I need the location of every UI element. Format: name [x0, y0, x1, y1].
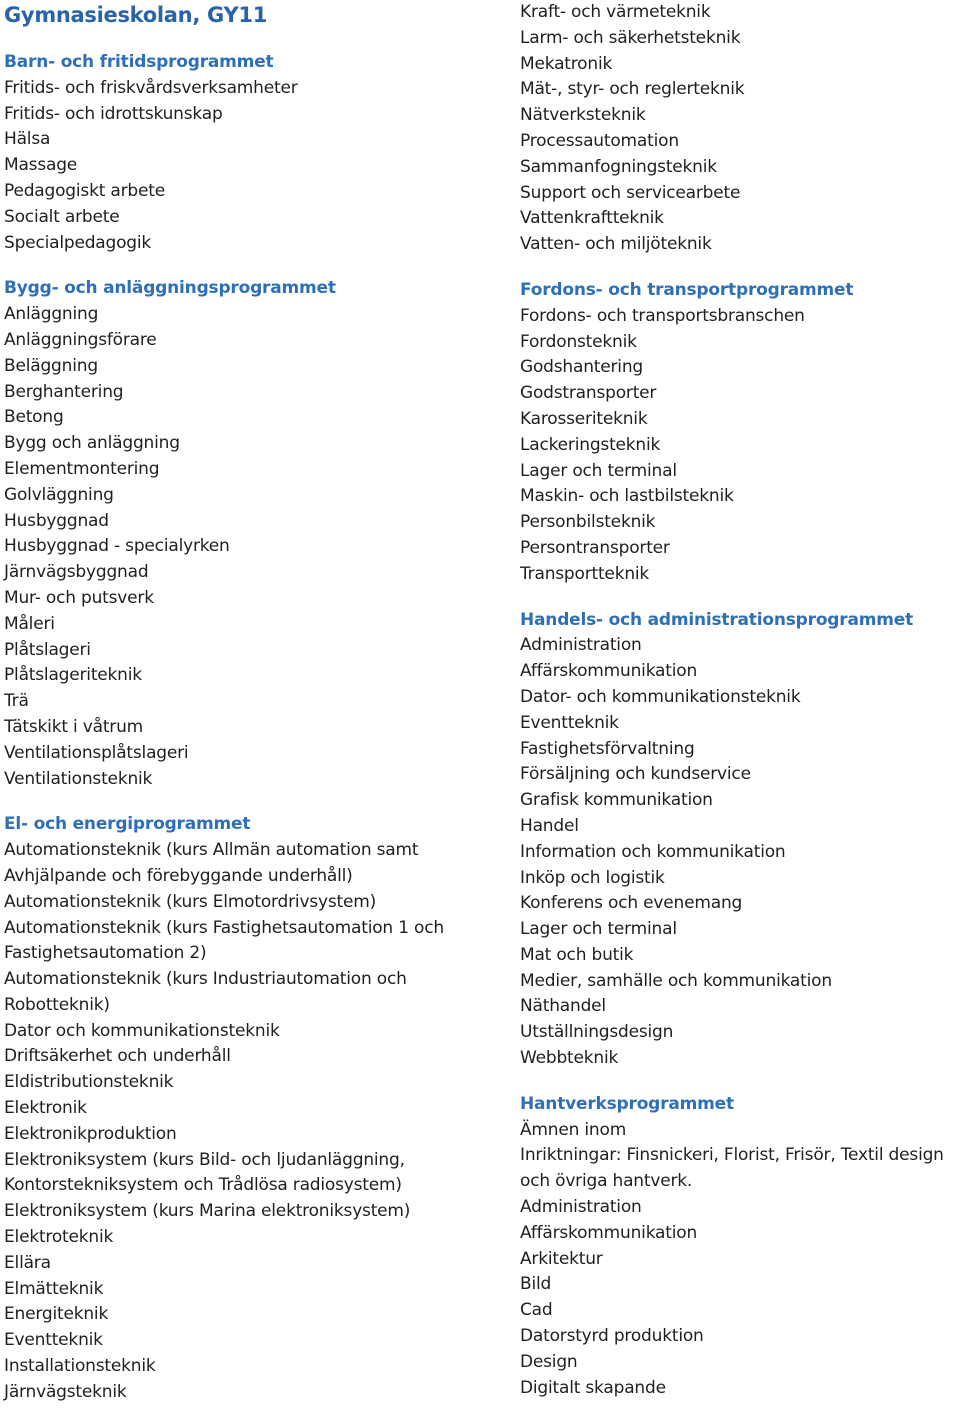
program-section-handels-och-administrationsprogrammet [520, 608, 960, 1072]
subject-item: Webbteknik [520, 1048, 619, 1069]
subject-item: Trä [4, 691, 29, 712]
subject-item: Digitalt skapande [520, 1377, 666, 1398]
subject-item: Support och servicearbete [520, 182, 741, 203]
subject-item: Ämnen inom [520, 1119, 627, 1140]
subject-item: Utställningsdesign [520, 1022, 674, 1043]
subject-item: Fordons- och transportsbranschen [520, 305, 805, 326]
subject-item: Eldistributionsteknik [4, 1072, 174, 1093]
subject-item: Elektronikproduktion [4, 1123, 177, 1144]
subject-item: Plåtslageri [4, 639, 91, 660]
subject-item: Berghantering [4, 381, 124, 402]
subject-item: Järnvägsteknik [4, 1381, 127, 1402]
subject-item: Plåtslageriteknik [4, 665, 142, 686]
subject-item: Fritids- och friskvårdsverksamheter [4, 77, 298, 98]
section-heading: Handels- och administrationsprogrammet [520, 609, 914, 630]
subject-item: Fritids- och idrottskunskap [4, 103, 223, 124]
section-heading: El- och energiprogrammet [4, 814, 251, 835]
subject-item: Handel [520, 815, 579, 836]
subject-item: Eventteknik [4, 1330, 103, 1351]
subject-item: Energiteknik [4, 1304, 109, 1325]
subject-item: Eventteknik [520, 712, 619, 733]
subject-item: Automationsteknik (kurs Elmotordrivsystem) [4, 891, 377, 912]
subject-item: Transportteknik [520, 563, 650, 584]
program-section-el-och-energiprogrammet [4, 812, 494, 1405]
subject-item: Grafisk kommunikation [520, 790, 713, 811]
subject-item: Godstransporter [520, 383, 657, 404]
section-heading: Barn- och fritidsprogrammet [4, 52, 274, 72]
subject-item: Maskin- och lastbilsteknik [520, 486, 734, 507]
subject-item: Inriktningar: Finsnickeri, Florist, Frisör, Textil design och övriga hantverk. [520, 1145, 944, 1192]
subject-item: Betong [4, 407, 64, 428]
subject-item: Dator- och kommunikationsteknik [520, 686, 801, 707]
subject-item: Elektroniksystem (kurs Bild- och ljudanläggning, Kontorstekniksystem och Trådlösa radiosystem) [4, 1149, 405, 1196]
program-section-barn-och-fritidsprogrammet [4, 50, 494, 256]
subject-item: Anläggningsförare [4, 329, 157, 350]
subject-item: Hälsa [4, 129, 51, 150]
subject-item: Pedagogiskt arbete [4, 180, 165, 201]
subject-item: Golvläggning [4, 484, 114, 505]
program-section-continued [520, 0, 960, 258]
section-heading: Bygg- och anläggningsprogrammet [4, 278, 336, 299]
subject-item: Socialt arbete [4, 206, 120, 227]
subject-item: Ventilationsplåtslageri [4, 742, 189, 763]
subject-item: Nätverksteknik [520, 105, 646, 126]
subject-item: Medier, samhälle och kommunikation [520, 970, 832, 991]
subject-item: Automationsteknik (kurs Fastighetsautomation 1 och Fastighetsautomation 2) [4, 917, 444, 964]
left-column [4, 50, 494, 1426]
subject-item: Lager och terminal [520, 919, 677, 940]
subject-item: Elementmontering [4, 458, 160, 479]
subject-item: Personbilsteknik [520, 512, 656, 533]
subject-item: Karosseriteknik [520, 408, 648, 429]
subject-item: Husbyggnad - specialyrken [4, 536, 230, 557]
section-heading: Fordons- och transportprogrammet [520, 279, 854, 300]
subject-item: Vattenkraftteknik [520, 208, 664, 229]
page-title: Gymnasieskolan, GY11 [4, 3, 268, 27]
subject-item: Dator och kommunikationsteknik [4, 1020, 280, 1041]
subject-item: Driftsäkerhet och underhåll [4, 1046, 231, 1067]
subject-item: Administration [520, 1197, 642, 1218]
subject-item: Försäljning och kundservice [520, 764, 751, 785]
subject-item: Processautomation [520, 130, 679, 151]
subject-item: Mekatronik [520, 53, 613, 74]
subject-item: Husbyggnad [4, 510, 109, 531]
program-section-bygg-och-anläggningsprogrammet [4, 276, 494, 792]
subject-item: Automationsteknik (kurs Industriautomation och Robotteknik) [4, 969, 407, 1015]
subject-item: Lackeringsteknik [520, 434, 661, 455]
subject-item: Affärskommunikation [520, 1222, 698, 1243]
subject-item: Affärskommunikation [520, 661, 698, 682]
subject-item: Mät-, styr- och reglerteknik [520, 79, 745, 100]
subject-item: Massage [4, 155, 78, 176]
subject-item: Bygg och anläggning [4, 433, 180, 454]
subject-item: Administration [520, 635, 642, 656]
subject-item: Elektroniksystem (kurs Marina elektroniksystem) [4, 1201, 411, 1222]
subject-item: Mur- och putsverk [4, 587, 154, 608]
subject-item: Cad [520, 1300, 553, 1321]
subject-item: Datorstyrd produktion [520, 1326, 704, 1347]
subject-item: Larm- och säkerhetsteknik [520, 27, 741, 48]
subject-item: Ellära [4, 1252, 51, 1273]
subject-item: Vatten- och miljöteknik [520, 234, 712, 255]
subject-item: Fordonsteknik [520, 331, 637, 352]
subject-item: Bild [520, 1274, 552, 1295]
program-section-fordons-och-transportprogrammet [520, 278, 960, 588]
subject-item: Inköp och logistik [520, 867, 665, 888]
subject-item: Sammanfogningsteknik [520, 156, 717, 177]
subject-item: Automationsteknik (kurs Allmän automation samt Avhjälpande och förebyggande underhåll) [4, 840, 419, 886]
subject-item: Måleri [4, 613, 55, 634]
subject-item: Kraft- och värmeteknik [520, 2, 711, 22]
subject-item: Anläggning [4, 304, 99, 325]
subject-item: Näthandel [520, 996, 606, 1017]
subject-item: Specialpedagogik [4, 232, 152, 253]
subject-item: Konferens och evenemang [520, 893, 743, 914]
subject-item: Arkitektur [520, 1248, 603, 1269]
section-heading: Hantverksprogrammet [520, 1093, 734, 1114]
subject-item: Elektroteknik [4, 1227, 114, 1248]
subject-item: Elmätteknik [4, 1278, 104, 1299]
subject-item: Design [520, 1351, 578, 1372]
subject-item: Järnvägsbyggnad [4, 562, 149, 583]
subject-item: Ventilationsteknik [4, 768, 153, 789]
subject-item: Mat och butik [520, 944, 634, 965]
program-section-hantverksprogrammet [520, 1092, 960, 1402]
subject-item: Fastighetsförvaltning [520, 738, 695, 759]
subject-item: Tätskikt i våtrum [4, 716, 144, 737]
subject-item: Godshantering [520, 357, 643, 378]
subject-item: Persontransporter [520, 537, 670, 558]
subject-item: Information och kommunikation [520, 841, 786, 862]
subject-item: Installationsteknik [4, 1356, 156, 1377]
subject-item: Beläggning [4, 355, 98, 376]
subject-item: Lager och terminal [520, 460, 677, 481]
subject-item: Elektronik [4, 1098, 87, 1119]
right-column [520, 0, 960, 1421]
